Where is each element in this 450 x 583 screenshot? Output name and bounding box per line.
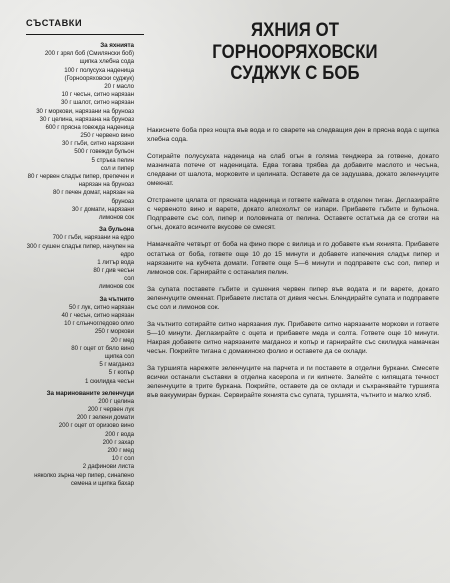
ingredient-line: (Горнооряховски суджук) xyxy=(64,74,134,82)
instruction-paragraph: Отстранете цялата от прясната наденица и гответе каймата в отделен тиган. Деглазирайте с червеното вино и варете, докато алкохолът се изпари. Прибавете гъбите и бульона. Подправете със сол, пипер и половината от пелина. Оставете остатъка да се сготви на огън, докато всичките вкусове се смесят. xyxy=(147,197,439,232)
ingredients-heading: СЪСТАВКИ xyxy=(26,18,83,28)
heading-divider xyxy=(26,34,144,35)
ingredient-line: 30 г шалот, ситно нарязан xyxy=(61,99,134,107)
ingredient-line: 20 г масло xyxy=(104,82,134,90)
ingredient-line: 5 стръка пелин xyxy=(91,156,134,164)
ingredients-list xyxy=(2,42,134,488)
ingredient-line: 500 г говежди бульон xyxy=(74,148,134,156)
ingredient-line: няколко зърна чер пипер, синапено xyxy=(34,471,134,479)
instruction-paragraph: За туршията нарежете зеленчуците на парчета и ги поставете в отделни буркани. Смесете всички останали съставки в отделна касерола и ги кипнете. Залейте с кипящата течност зеленчуците в трите буркана. Покрийте, оставете да се охлади и съхранявайте туршията във вакуумиран буркан. Сервирайте яхнията със супата, туршията, чътнито и малко хляб. xyxy=(147,364,439,400)
ingredient-line: 1 скилидка чесън xyxy=(85,377,134,385)
ingredient-line: 30 г гъби, ситно нарязани xyxy=(61,140,134,148)
ingredient-line: 50 г лук, ситно нарязан xyxy=(68,303,134,311)
ingredient-line: лимонов сок xyxy=(98,213,134,221)
ingredient-line: 5 г магданоз xyxy=(99,361,134,369)
instruction-paragraph: За чътнито сотирайте ситно нарязания лук. Прибавете ситно нарязаните моркови и гответе 5—10 минути. Деглазирайте с оцета и прибавете меда и солта. Гответе още 10 минути. Накрая добавете ситно нарязаните магданоз и копър и гарнирайте със скилидка намачкан чесън. Покрийте тигана с домакинско фолио и оставете да се охлади. xyxy=(147,320,439,355)
ingredient-section-title: За маринованите зеленчуци xyxy=(46,389,134,397)
ingredient-line: 200 г захар xyxy=(102,438,134,446)
ingredient-line: 100 г полусуха наденица xyxy=(64,66,134,74)
title-line-2: ГОРНООРЯХОВСКИ xyxy=(212,40,378,63)
ingredient-line: сол xyxy=(124,275,134,283)
ingredient-line: 5 г копър xyxy=(108,369,134,377)
ingredient-line: едро xyxy=(120,250,134,258)
instruction-paragraph: Сотирайте полусухата наденица на слаб огън в голяма тенджера за готвене, докато мазнината потече от наденицата. Едва тогава трябва да добавите маслото и чесъна, следвани от шалота, морковите и целината. Оставете да се задушава, докато зеленчуците омекнат. xyxy=(147,153,439,188)
ingredient-line: 200 г зелени домати xyxy=(76,414,134,422)
ingredient-line: щипка хлебна сода xyxy=(79,58,134,66)
ingredient-line: 700 г гъби, нарязани на едро xyxy=(52,234,134,242)
ingredient-line: сол и пипер xyxy=(100,164,134,172)
ingredient-line: 10 г чесън, ситно нарязан xyxy=(61,91,134,99)
ingredient-line: 80 г печен домат, нарязан на xyxy=(53,189,134,197)
instruction-paragraph: Намачкайте четвърт от боба на фино пюре с вилица и го добавете към яхнията. Прибавете остатъка от боба, гответе още 10 до 15 минути и добавете изпечения сладък пипер и нарязаните на кубчета домати. Гответе още 5—6 минути и подправете със сол, пипер и лимонов сок. Гарнирайте с останалия пелин. xyxy=(147,241,439,276)
ingredient-line: 200 г целина xyxy=(98,397,134,405)
ingredient-line: 250 г червено вино xyxy=(80,132,134,140)
ingredient-line: 200 г мед xyxy=(107,447,134,454)
ingredient-line: 600 г прясна говежда наденица xyxy=(45,123,134,131)
ingredient-line: 200 г вода xyxy=(105,430,134,438)
ingredient-line: 250 г моркови xyxy=(94,328,134,336)
ingredient-section-title: За бульона xyxy=(99,226,134,234)
ingredient-line: бруноаз xyxy=(111,197,134,205)
instruction-paragraph: Накиснете боба през нощта във вода и го сварете на следващия ден в прясна вода с щипка хлебна сода. xyxy=(147,127,439,144)
ingredient-section-title: За чътнито xyxy=(99,295,134,303)
ingredient-line: нарязан на бруноаз xyxy=(78,181,134,189)
ingredient-line: 80 г оцет от бяло вино xyxy=(71,344,134,352)
ingredient-line: 20 г мед xyxy=(110,336,134,344)
ingredient-line: 2 дафинови листа xyxy=(82,463,134,471)
title-line-1: ЯХНИЯ ОТ xyxy=(250,19,340,41)
ingredient-line: 10 г слънчогледово олио xyxy=(64,320,134,328)
ingredient-line: 30 г домати, нарязани xyxy=(71,205,134,213)
instructions xyxy=(147,126,439,400)
ingredient-line: щипка сол xyxy=(104,352,134,360)
instruction-paragraph: За супата поставете гъбите и сушения червен пипер във водата и ги варете, докато зеленчуците омекнат. Прибавете листата от дивия чесън. Блендирайте супата и подправете със сол и лимонов сок. xyxy=(147,285,439,311)
recipe-title xyxy=(162,20,429,85)
ingredient-section-title: За яхнията xyxy=(100,42,134,49)
title-line-3: СУДЖУК С БОБ xyxy=(230,62,360,84)
ingredients-column xyxy=(0,0,140,583)
ingredient-line: 40 г чесън, ситно нарязан xyxy=(61,312,134,319)
ingredient-line: 80 г див чесън xyxy=(93,267,134,275)
ingredient-line: 80 г червен сладък пипер, препечен и xyxy=(27,173,134,180)
ingredient-line: 200 г зрял боб (Смилянски боб) xyxy=(44,50,134,58)
ingredient-line: 30 г моркови, нарязани на бруноаз xyxy=(36,107,134,115)
ingredient-line: 200 г червен лук xyxy=(87,406,134,414)
ingredient-line: 10 г сол xyxy=(111,455,134,463)
ingredient-line: 300 г сушен сладък пипер, начупен на xyxy=(26,242,134,250)
ingredient-line: 30 г целина, нарязана на бруноаз xyxy=(39,115,134,123)
ingredient-line: семена и щипка бахар xyxy=(70,479,134,487)
ingredient-line: лимонов сок xyxy=(98,283,134,291)
ingredient-line: 1 литър вода xyxy=(97,258,134,266)
ingredient-line: 200 г оцет от оризово вино xyxy=(58,422,134,430)
